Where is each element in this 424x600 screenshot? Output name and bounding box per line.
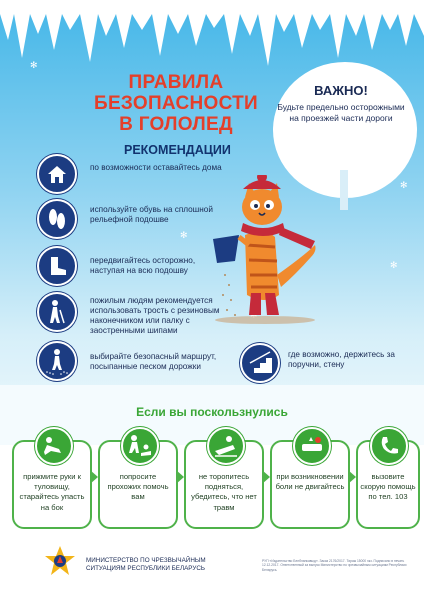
slip-card-text: вызовите скорую помощь по тел. 103: [360, 472, 416, 502]
handrail-text: где возможно, держитесь за поручни, стену: [288, 350, 395, 369]
recommendation-text: по возможности оставайтесь дома: [90, 163, 222, 172]
lying-person-icon: [207, 427, 245, 465]
sanded-path-icon: [37, 341, 77, 381]
stairs-handrail-icon: [240, 343, 280, 383]
boot-icon: [37, 246, 77, 286]
arrow-right-icon: [262, 470, 270, 484]
title-line-1: ПРАВИЛА: [128, 72, 224, 93]
snowflake-icon: ✻: [390, 260, 398, 270]
helping-person-icon: [121, 427, 159, 465]
recommendation-text: выбирайте безопасный маршрут, посыпанные песком дорожки: [90, 352, 217, 371]
arrow-right-icon: [90, 470, 98, 484]
important-heading: ВАЖНО!: [314, 83, 368, 98]
slip-heading: Если вы поскользнулись: [136, 405, 288, 419]
arrow-right-icon: [348, 470, 356, 484]
title-line-2: БЕЗОПАСНОСТИ: [94, 93, 258, 114]
injury-icon: [293, 427, 331, 465]
slip-card-text: не торопитесь подняться, убедитесь, что нет травм: [191, 472, 257, 512]
important-text: Будьте предельно осторожными на проезжей части дороги: [277, 102, 405, 123]
arrow-right-icon: [176, 470, 184, 484]
slip-card-text: попросите прохожих помочь вам: [107, 472, 169, 502]
slip-card-text: при возникновении боли не двигайтесь: [275, 472, 345, 492]
falling-person-icon: [35, 427, 73, 465]
phone-icon: [370, 427, 408, 465]
snowflake-icon: ✻: [180, 230, 188, 240]
page-title: [86, 72, 266, 135]
house-icon: [37, 154, 77, 194]
recommendation-text: используйте обувь на сплошной рельефной подошве: [90, 205, 213, 224]
slip-card-text: прижмите руки к туловищу, старайтесь упасть на бок: [19, 472, 85, 512]
recommendation-text: пожилым людям рекомендуется использовать трость с резиновым наконечником или палку с заостренными шипами: [90, 296, 220, 335]
shoe-sole-icon: [37, 199, 77, 239]
important-note: [276, 83, 406, 123]
recommendation-text: передвигайтесь осторожно, наступая на всю подошву: [90, 256, 196, 275]
elderly-cane-icon: [37, 292, 77, 332]
cat-with-sand-bucket-illustration: [205, 175, 325, 325]
ministry-name: МИНИСТЕРСТВО ПО ЧРЕЗВЫЧАЙНЫМ СИТУАЦИЯМ РЕСПУБЛИКИ БЕЛАРУСЬ: [86, 557, 206, 572]
snowflake-icon: ✻: [30, 60, 38, 70]
imprint-small-print: РУП «Издательство Белбланкавыд». Заказ 2176/2017. Тираж 15000 экз. Подписано в печать 12.12.2017. Ответственный за выпуск Министерство по чрезвычайным ситуациям Республики Беларусь.: [262, 559, 407, 572]
ministry-emblem-logo: [44, 545, 76, 577]
recommendations-heading: РЕКОМЕНДАЦИИ: [124, 143, 231, 157]
title-line-3: В ГОЛОЛЕД: [119, 114, 233, 135]
snowflake-icon: ✻: [400, 180, 408, 190]
